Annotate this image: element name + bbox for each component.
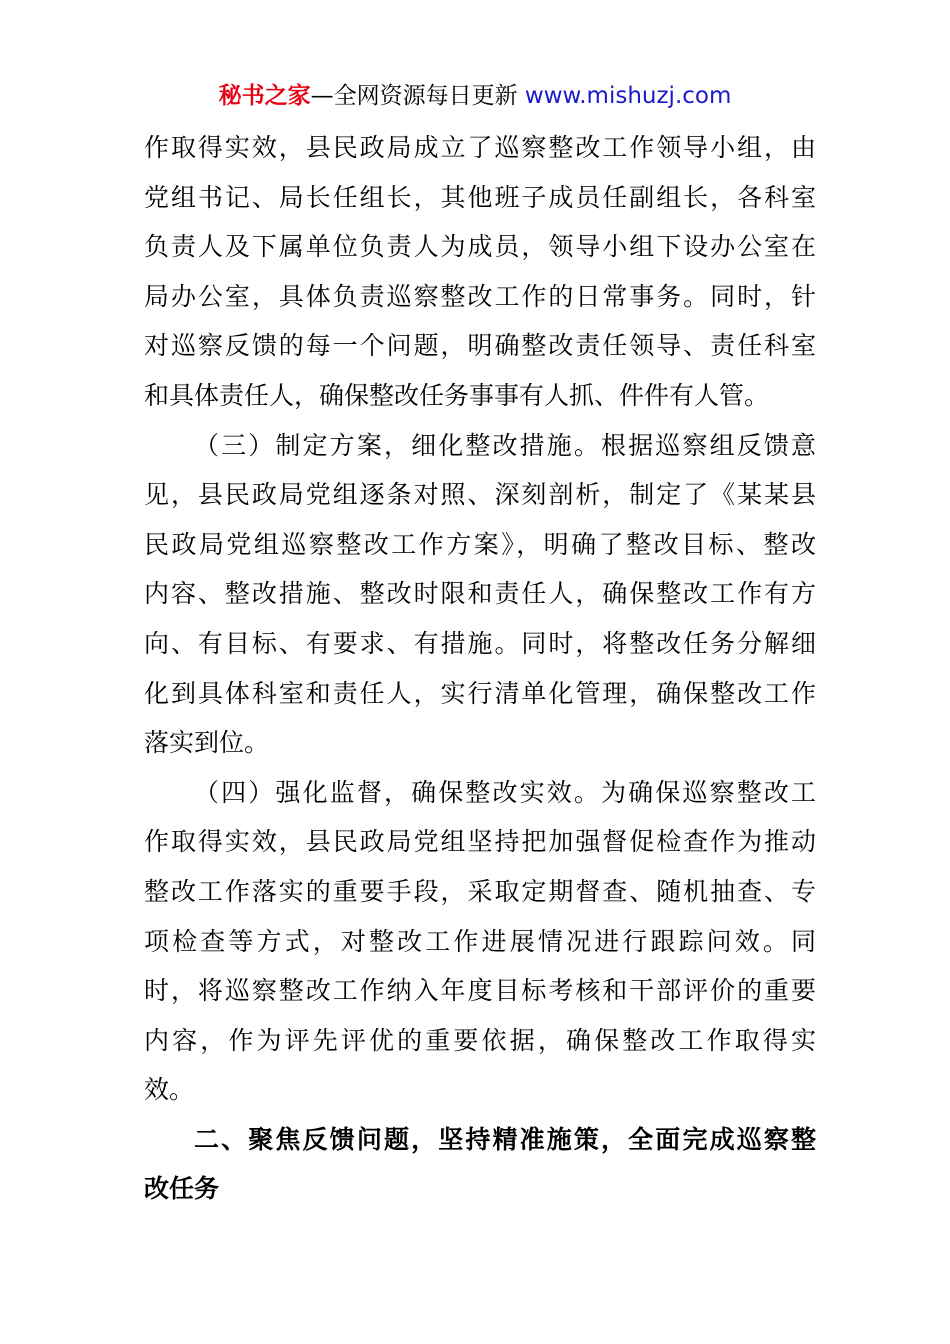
text-line: 二、聚焦反馈问题，坚持精准施策，全面完成巡察整 xyxy=(194,1124,816,1154)
text-line: （四）强化监督，确保整改实效。为确保巡察整改工 xyxy=(194,777,816,807)
document-body xyxy=(144,123,816,1214)
paragraph xyxy=(144,123,816,421)
text-line: 向、有目标、有要求、有措施。同时，将整改任务分解细 xyxy=(144,628,816,658)
paragraph xyxy=(144,768,816,1115)
text-line: 整改工作落实的重要手段，采取定期督查、随机抽查、专 xyxy=(144,876,816,906)
text-line: 化到具体科室和责任人，实行清单化管理，确保整改工作 xyxy=(144,678,816,708)
text-line: 内容，作为评先评优的重要依据，确保整改工作取得实 xyxy=(144,1025,816,1055)
section-heading xyxy=(144,1115,816,1214)
site-brand: 秘书之家 xyxy=(218,83,311,109)
text-line: 时，将巡察整改工作纳入年度目标考核和干部评价的重要 xyxy=(144,976,816,1006)
text-line: 对巡察反馈的每一个问题，明确整改责任领导、责任科室 xyxy=(144,331,816,361)
text-line: 效。 xyxy=(144,1075,195,1105)
site-header xyxy=(0,80,950,112)
text-line: 民政局党组巡察整改工作方案》，明确了整改目标、整改 xyxy=(144,529,816,559)
site-slogan: —全网资源每日更新 xyxy=(310,83,525,109)
site-url-link[interactable]: www.mishuzj.com xyxy=(524,83,732,109)
text-line: 作取得实效，县民政局党组坚持把加强督促检查作为推动 xyxy=(144,827,816,857)
text-line: 内容、整改措施、整改时限和责任人，确保整改工作有方 xyxy=(144,579,816,609)
text-line: 负责人及下属单位负责人为成员，领导小组下设办公室在 xyxy=(144,232,816,262)
text-line: （三）制定方案，细化整改措施。根据巡察组反馈意 xyxy=(194,430,816,460)
text-line: 项检查等方式，对整改工作进展情况进行跟踪问效。同 xyxy=(144,926,816,956)
paragraph xyxy=(144,421,816,768)
text-line: 和具体责任人，确保整改任务事事有人抓、件件有人管。 xyxy=(144,380,770,410)
text-line: 作取得实效，县民政局成立了巡察整改工作领导小组，由 xyxy=(144,133,816,162)
text-line: 落实到位。 xyxy=(144,728,270,758)
text-line: 局办公室，具体负责巡察整改工作的日常事务。同时，针 xyxy=(144,281,816,311)
text-line: 党组书记、局长任组长，其他班子成员任副组长，各科室 xyxy=(144,182,816,212)
text-line: 见，县民政局党组逐条对照、深刻剖析，制定了《某某县 xyxy=(144,480,816,510)
text-line: 改任务 xyxy=(144,1174,220,1204)
